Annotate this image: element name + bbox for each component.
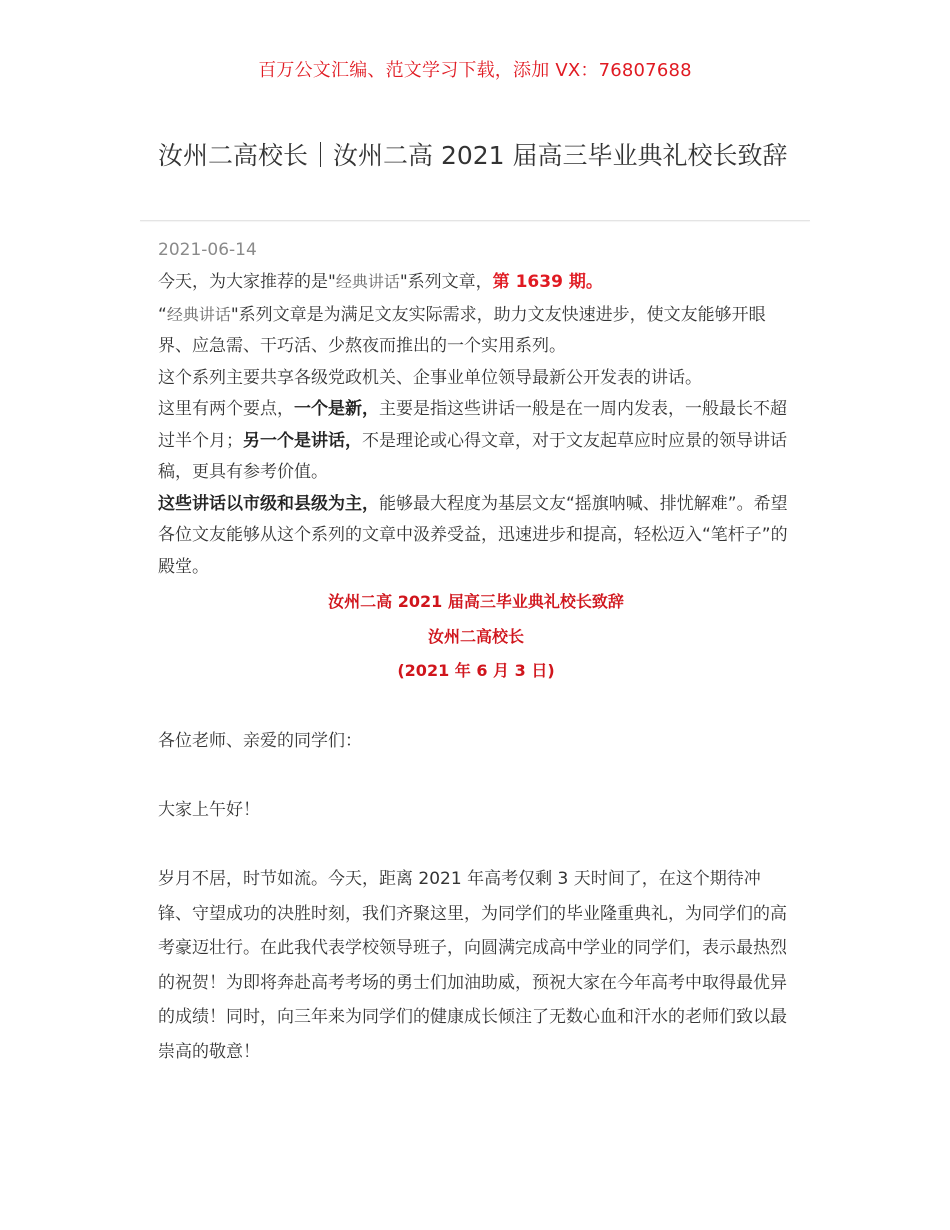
speech-date: (2021 年 6 月 3 日) bbox=[397, 661, 555, 680]
intro-paragraph-3: 这个系列主要共享各级党政机关、企事业单位领导最新公开发表的讲话。 bbox=[158, 367, 702, 388]
article-title: 汝州二高校长｜汝州二高 2021 届高三毕业典礼校长致辞 bbox=[158, 141, 788, 170]
text: "系列文章， bbox=[399, 272, 493, 292]
text: “ bbox=[158, 304, 167, 325]
text: 能够最大程度为基层文友“摇旗呐喊、排忧解难”。希望各位文友能够从这个系列的文章中汲养受益，迅速进步和提高，轻松迈入“笔杆子”的殿堂。 bbox=[158, 493, 788, 577]
greeting: 大家上午好！ bbox=[158, 800, 260, 820]
intro-paragraph-5 bbox=[158, 489, 794, 584]
text: 不是理论或心得文章，对于文友起草应时应景的领导讲话稿，更具有参考价值。 bbox=[158, 430, 787, 482]
publish-date: 2021-06-14 bbox=[158, 240, 257, 260]
intro-paragraph-1 bbox=[158, 266, 794, 299]
emphasis: 这些讲话以市级和县级为主， bbox=[158, 493, 379, 514]
intro-paragraph-4 bbox=[158, 394, 794, 489]
speech-body bbox=[158, 724, 794, 1069]
intro-paragraph-2 bbox=[158, 299, 794, 363]
emphasis: 另一个是讲话， bbox=[243, 430, 362, 451]
text: 主要是指这些讲话一般是在一周内发表，一般最长不超过半个月； bbox=[158, 399, 787, 451]
speech-speaker: 汝州二高校长 bbox=[427, 626, 524, 646]
speech-paragraph-1: 岁月不居，时节如流。今天，距离 2021 年高考仅剩 3 天时间了，在这个期待冲锋、守望成功的决胜时刻，我们齐聚这里，为同学们的毕业隆重典礼，为同学们的高考豪迈壮行。在此我代表学校领导班子，向圆满完成高中学业的同学们，表示最热烈的祝贺！为即将奔赴高考考场的勇士们加油助威，预祝大家在今年高考中取得最优异的成绩！同时，向三年来为同学们的健康成长倾注了无数心血和汗水的老师们致以最崇高的敬意！ bbox=[158, 869, 787, 1062]
emphasis: 一个是新， bbox=[294, 399, 379, 419]
text: "系列文章是为满足文友实际需求，助力文友快速进步，使文友能够开眼界、应急需、干巧活、少熬夜而推出的一个实用系列。 bbox=[158, 304, 766, 356]
promo-banner: 百万公文汇编、范文学习下载，添加 VX：76807688 bbox=[258, 60, 692, 81]
title-divider bbox=[140, 220, 810, 221]
series-name: 经典讲话 bbox=[166, 304, 231, 324]
salutation: 各位老师、亲爱的同学们： bbox=[158, 731, 362, 751]
text: 今天，为大家推荐的是" bbox=[158, 272, 336, 292]
issue-number: 第 1639 期。 bbox=[492, 272, 603, 292]
intro-section bbox=[158, 266, 794, 689]
series-name: 经典讲话 bbox=[335, 272, 400, 291]
text: 这里有两个要点， bbox=[158, 399, 294, 419]
speech-title: 汝州二高 2021 届高三毕业典礼校长致辞 bbox=[328, 592, 624, 611]
